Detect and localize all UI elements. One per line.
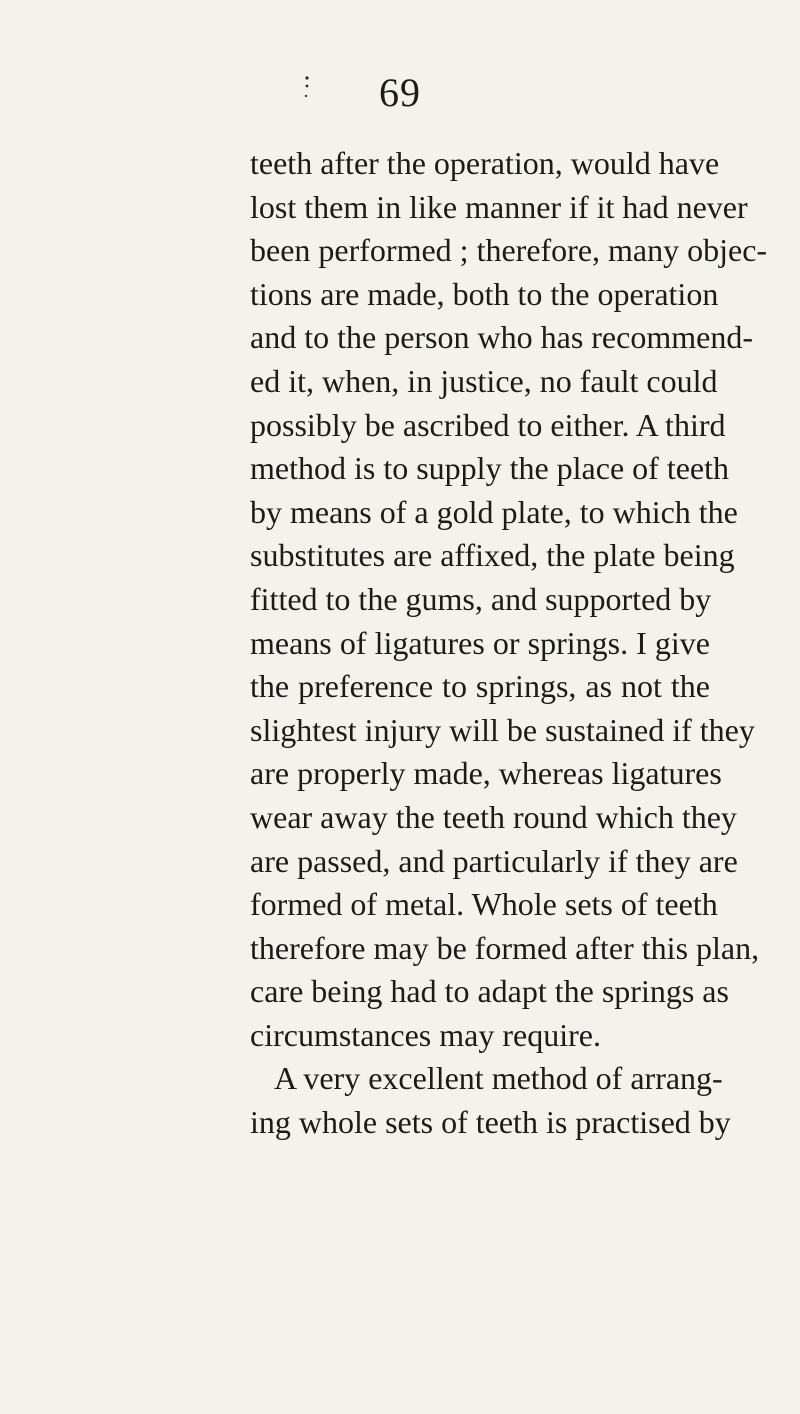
text-line: substitutes are affixed, the plate being	[250, 537, 735, 574]
text-line: care being had to adapt the springs as	[250, 973, 729, 1010]
text-line: lost them in like manner if it had never	[250, 188, 748, 225]
text-line: method is to supply the place of teeth	[250, 450, 729, 487]
text-line: ing whole sets of teeth is practised by	[250, 1104, 731, 1141]
text-line: wear away the teeth round which they	[250, 798, 737, 835]
text-line: are passed, and particularly if they are	[250, 842, 738, 879]
text-line: means of ligatures or springs. I give	[250, 624, 710, 661]
body-text	[250, 142, 768, 1145]
text-line: are properly made, whereas ligatures	[250, 755, 722, 792]
text-line: slightest injury will be sustained if they	[250, 711, 755, 748]
text-line: circumstances may require.	[250, 1016, 601, 1053]
text-line: therefore may be formed after this plan,	[250, 929, 760, 966]
text-line: possibly be ascribed to either. A third	[250, 406, 726, 443]
text-line: A very excellent method of arrang-	[274, 1060, 723, 1097]
text-line: teeth after the operation, would have	[250, 145, 720, 181]
page-number: 69	[379, 70, 421, 115]
text-line: the preference to springs, as not the	[250, 668, 710, 705]
text-line: tions are made, both to the operation	[250, 275, 719, 312]
text-line: ed it, when, in justice, no fault could	[250, 362, 718, 399]
text-line: by means of a gold plate, to which the	[250, 493, 738, 530]
print-specks	[300, 70, 314, 110]
text-line: fitted to the gums, and supported by	[250, 580, 712, 617]
text-line: been performed ; therefore, many objec-	[250, 232, 768, 269]
text-line: and to the person who has recommend-	[250, 319, 753, 356]
text-line: formed of metal. Whole sets of teeth	[250, 886, 718, 923]
